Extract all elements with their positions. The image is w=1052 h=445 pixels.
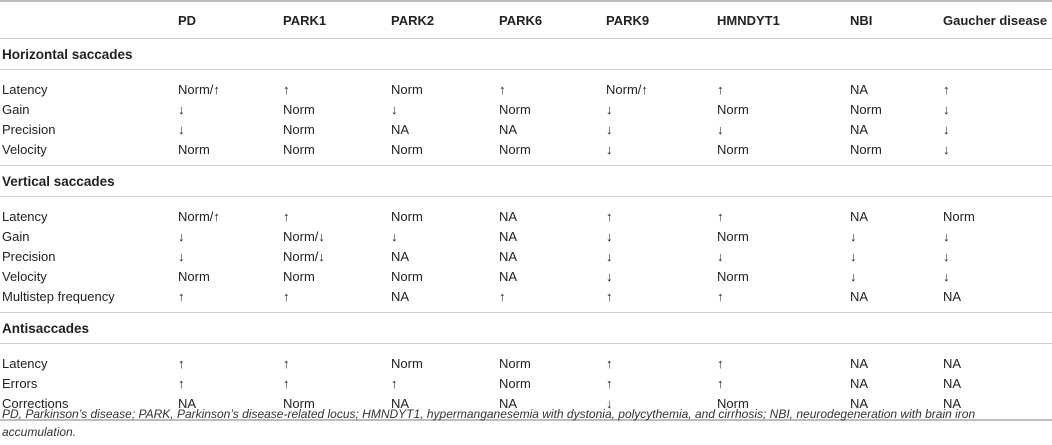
table-cell: ↓ [941, 139, 1052, 166]
table-cell: ↑ [497, 286, 604, 313]
row-label: Precision [2, 248, 56, 264]
row-label: Latency [2, 208, 48, 224]
table-cell: Norm/↑ [178, 208, 220, 224]
table-cell: ↑ [604, 286, 715, 313]
table-cell: Norm [848, 139, 941, 166]
row-label: Precision [2, 121, 56, 137]
table-cell: ↑ [283, 208, 290, 224]
table-cell: NA [850, 355, 869, 371]
table-cell: Norm [715, 393, 848, 420]
table-cell: ↑ [943, 81, 950, 97]
table-cell: ↓ [606, 121, 613, 137]
table-row [0, 70, 1052, 100]
table-cell: ↓ [178, 121, 185, 137]
table-cell: Norm [943, 208, 975, 224]
table-cell: Norm [281, 393, 389, 420]
table-cell: Norm [499, 375, 531, 391]
table-cell: NA [941, 393, 1052, 420]
table-row [0, 266, 1052, 286]
table-cell: ↓ [943, 248, 950, 264]
table-cell: Norm [178, 268, 210, 284]
table-cell: ↓ [850, 268, 857, 284]
table-cell: ↓ [943, 101, 950, 117]
header-cell: PD [176, 1, 281, 39]
table-cell: NA [391, 248, 410, 264]
table-cell: NA [389, 393, 497, 420]
table-cell: ↑ [606, 208, 613, 224]
table-row [0, 286, 1052, 313]
table-cell: ↓ [717, 248, 724, 264]
row-label: Corrections [0, 393, 176, 420]
table-cell: ↑ [281, 286, 389, 313]
row-label: Latency [2, 355, 48, 371]
section-header-row [0, 313, 1052, 344]
table-cell: Norm [717, 268, 749, 284]
table-cell: ↑ [283, 81, 290, 97]
row-label: Errors [2, 375, 38, 391]
table-row [0, 119, 1052, 139]
table-row [0, 99, 1052, 119]
section-header-row [0, 39, 1052, 70]
table-cell: Norm/↓ [283, 228, 325, 244]
table-cell: Norm [283, 121, 315, 137]
header-cell: HMNDYT1 [715, 1, 848, 39]
table-row [0, 226, 1052, 246]
table-cell: Norm [391, 355, 423, 371]
table-cell: ↓ [943, 121, 950, 137]
table-cell: ↓ [178, 101, 185, 117]
table-cell: NA [499, 268, 518, 284]
table-cell: NA [943, 355, 962, 371]
table-cell: NA [176, 393, 281, 420]
row-label: Gain [2, 101, 30, 117]
table-cell: Norm [283, 101, 315, 117]
table-cell: Norm [499, 355, 531, 371]
table-row [0, 344, 1052, 374]
row-label: Latency [2, 81, 48, 97]
table-cell: Norm [717, 228, 749, 244]
header-cell: Gaucher disease [941, 1, 1052, 39]
table-row [0, 197, 1052, 227]
section-title: Horizontal saccades [0, 39, 1052, 70]
table-row [0, 246, 1052, 266]
table-cell: Norm [497, 139, 604, 166]
table-cell: Norm/↑ [178, 81, 220, 97]
table-cell: Norm [389, 139, 497, 166]
table-cell: ↓ [604, 393, 715, 420]
table-cell: Norm [391, 81, 423, 97]
table-cell: ↑ [283, 375, 290, 391]
row-label: Gain [2, 228, 30, 244]
table-cell: ↓ [717, 121, 724, 137]
table-cell: ↓ [606, 268, 613, 284]
table-cell: Norm/↓ [283, 248, 325, 264]
table-row [0, 139, 1052, 166]
table-cell: NA [850, 121, 869, 137]
table-cell: ↑ [606, 355, 613, 371]
table-footnote: PD, Parkinson’s disease; PARK, Parkinson’s disease-related locus; HMNDYT1, hypermanganesemia with dystonia, polycythemia, and cirrhosis; NBI, neurodegeneration with brain iron accumulation. [2, 407, 976, 439]
table-cell: ↓ [178, 248, 185, 264]
table-cell: ↓ [850, 228, 857, 244]
header-cell: PARK6 [497, 1, 604, 39]
table-cell: Norm [850, 101, 882, 117]
table-cell: NA [499, 208, 518, 224]
table-cell: Norm [717, 101, 749, 117]
row-label: Multistep frequency [0, 286, 176, 313]
header-cell: PARK9 [604, 1, 715, 39]
table-cell: Norm/↑ [606, 81, 648, 97]
table-cell: NA [848, 286, 941, 313]
section-title: Vertical saccades [0, 166, 1052, 197]
header-cell: PARK2 [389, 1, 497, 39]
table-cell: ↑ [717, 355, 724, 371]
table-cell: NA [389, 286, 497, 313]
section-title: Antisaccades [0, 313, 1052, 344]
table-header-row [0, 1, 1052, 39]
header-cell: NBI [848, 1, 941, 39]
table-cell: NA [497, 393, 604, 420]
table-cell: NA [850, 208, 869, 224]
table-cell: ↑ [178, 375, 185, 391]
table-cell: ↓ [606, 248, 613, 264]
section-header-row [0, 166, 1052, 197]
table-cell: ↓ [604, 139, 715, 166]
table-cell: ↓ [178, 228, 185, 244]
table-cell: NA [499, 248, 518, 264]
table-cell: ↑ [606, 375, 613, 391]
table-cell: ↓ [943, 228, 950, 244]
table-cell: ↑ [717, 375, 724, 391]
header-cell: PARK1 [281, 1, 389, 39]
table-cell: Norm [499, 101, 531, 117]
table-body [0, 39, 1052, 421]
table-cell: ↑ [499, 81, 506, 97]
table-cell: NA [850, 375, 869, 391]
table-row [0, 373, 1052, 393]
table-cell: NA [943, 375, 962, 391]
table-cell: ↓ [391, 228, 398, 244]
table-cell: NA [391, 121, 410, 137]
table-cell: ↓ [943, 268, 950, 284]
table-cell: Norm [391, 268, 423, 284]
table-cell: ↓ [606, 101, 613, 117]
table-cell: NA [941, 286, 1052, 313]
table-cell: NA [850, 81, 869, 97]
row-label: Velocity [2, 268, 47, 284]
table-cell: ↓ [606, 228, 613, 244]
table-cell: ↓ [391, 101, 398, 117]
table-cell: NA [848, 393, 941, 420]
table-cell: ↑ [715, 286, 848, 313]
table-cell: Norm [283, 268, 315, 284]
table-cell: Norm [176, 139, 281, 166]
row-label: Velocity [0, 139, 176, 166]
table-cell: ↓ [850, 248, 857, 264]
table-cell: ↑ [717, 81, 724, 97]
table-cell: ↑ [176, 286, 281, 313]
table-cell: ↑ [391, 375, 398, 391]
table-cell: ↑ [717, 208, 724, 224]
table-cell: NA [499, 121, 518, 137]
table-cell: Norm [281, 139, 389, 166]
table-cell: Norm [391, 208, 423, 224]
table-cell: ↑ [283, 355, 290, 371]
table-cell: ↑ [178, 355, 185, 371]
header-cell [0, 1, 176, 39]
table-cell: NA [499, 228, 518, 244]
table-cell: Norm [715, 139, 848, 166]
